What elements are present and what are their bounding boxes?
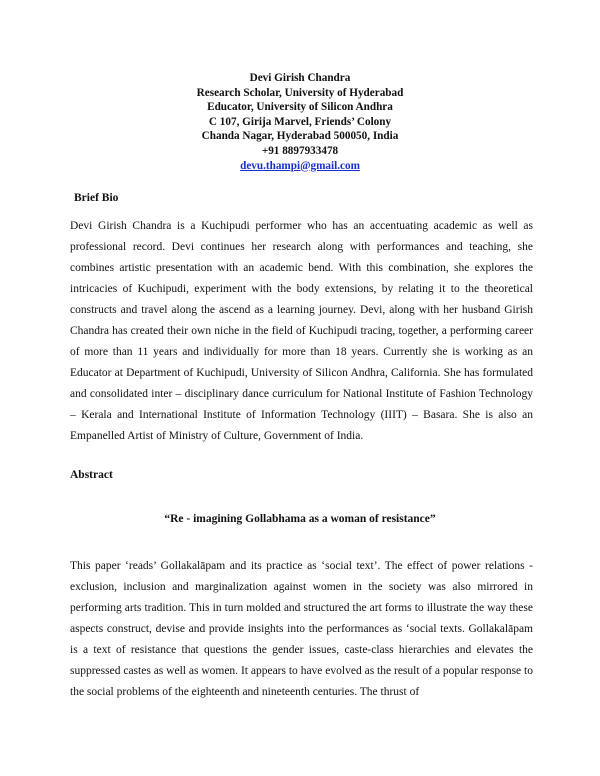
author-email-link[interactable]: devu.thampi@gmail.com [240,159,360,172]
author-address-line1: C 107, Girija Marvel, Friends’ Colony [208,115,392,128]
abstract-title: “Re - imagining Gollabhama as a woman of resistance” [164,513,436,525]
author-role-educator: Educator, University of Silicon Andhra [207,101,393,114]
bio-paragraph: Devi Girish Chandra is a Kuchipudi performer who has an accentuating academic as well as professional record. Devi continues her research along with performances and teaching, she combines artistic presentation with an academic bend. With this combination, she explores the intricacies of Kuchipudi, experiment with the body extensions, by relating it to the theoretical constructs and travel along the ascend as a learning journey. Devi, along with her husband Girish Chandra has created their own niche in the field of Kuchipudi tracing, together, a performing career of more than 11 years and individually for more than 18 years. Currently she is working as an Educator at Department of Kuchipudi, University of Silicon Andhra, California. She has formulated and consolidated inter – disciplinary dance curriculum for National Institute of Fashion Technology – Kerala and International Institute of Information Technology (IIIT) – Basara. She is also an Empanelled Artist of Ministry of Culture, Government of India. [70,220,533,442]
bio-heading: Brief Bio [74,192,119,204]
author-phone: +91 8897933478 [261,144,339,157]
author-address-line2: Chanda Nagar, Hyderabad 500050, India [201,130,399,143]
author-role-research: Research Scholar, University of Hyderabad [196,86,404,99]
abstract-paragraph: This paper ‘reads’ Gollakalāpam and its practice as ‘social text’. The effect of power relations - exclusion, inclusion and marginalization against women in the society was also mirrored in performing arts tradition. This in turn molded and structured the art forms to illustrate the way these aspects construct, devise and provide insights into the performances as ‘social texts. Gollakalāpam is a text of resistance that questions the gender issues, caste-class hierarchies and elevates the suppressed castes as well as women. It appears to have evolved as the result of a popular response to the social problems of the eighteenth and nineteenth centuries. The thrust of [70,560,533,698]
author-name: Devi Girish Chandra [249,72,351,84]
author-info-block [0,71,600,173]
abstract-heading: Abstract [70,469,113,481]
